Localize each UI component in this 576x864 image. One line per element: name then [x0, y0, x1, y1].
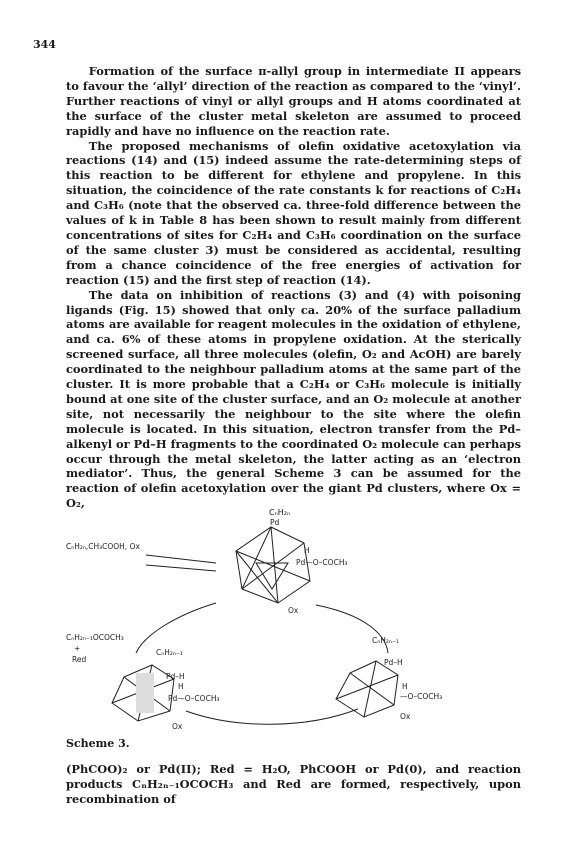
paragraph-3: The data on inhibition of reactions (3) and (4) with poisoning ligands (Fig. 15) showed that only ca. 20% of the surface palladium atoms are available for reagent molecules in the oxidation of ethylene, and ca. 6% of these atoms in propylene oxidation. At the sterically screened surface, all three molecules (olefin, O₂ and AcOH) are barely coordinated to the neighbour palladium atoms at the same part of the cluster. It is more probable that a C₂H₄ or C₃H₆ molecule is initially bound at one site of the cluster surface, and an O₂ molecule at another site, not necessarily the neighbour to the site where the olefin molecule is located. In this situation, electron transfer from the Pd–alkenyl or Pd–H fragments to the coordinated O₂ molecule can perhaps occur through the metal skeleton, the latter acting as an ‘electron mediator’. Thus, the general Scheme 3 can be assumed for the reaction of olefin acetoxylation over the giant Pd clusters, where Ox = O₂, [66, 287, 521, 511]
bl-pdh-label: Pd–H [166, 672, 185, 681]
bottom-right-cluster [336, 661, 398, 717]
top-olefin-label: CₙH₂ₙ [269, 508, 291, 517]
br-acetyl-label: —O–COCH₃ [400, 692, 443, 701]
reagents-label: CₙH₂ₙ,CH₃COOH, Ox [66, 542, 140, 551]
br-alkenyl-label: CₙH₂ₙ₋₁ [372, 636, 399, 645]
paragraph-1: Formation of the surface π-allyl group in intermediate II appears to favour the ‘allyl’ direction of the reaction as compared to the ‘vinyl’. Further reactions of vinyl or allyl groups and H atoms coordinated at the surface of the cluster metal skeleton are assumed to proceed rapidly and have no influence on the reaction rate. [66, 64, 521, 138]
plus-label: + [74, 644, 81, 653]
continuation-text [66, 762, 521, 807]
page-number: 344 [33, 38, 56, 51]
red-label: Red [72, 655, 87, 664]
br-h-label: H [402, 682, 408, 691]
bl-acetyl-label: Pd—O–COCH₃ [168, 694, 220, 703]
scheme-caption: Scheme 3. [66, 737, 130, 750]
bottom-left-cluster [112, 665, 174, 721]
scheme-svg [66, 505, 476, 730]
br-pdh-label: Pd–H [384, 658, 403, 667]
bl-h-label: H [178, 682, 184, 691]
product-label: CₙH₂ₙ₋₁OCOCH₃ [66, 633, 124, 642]
top-acetyl-label: Pd—O–COCH₃ [296, 558, 348, 567]
bl-alkenyl-label: CₙH₂ₙ₋₁ [156, 648, 183, 657]
paragraph-4: (PhCOO)₂ or Pd(II); Red = H₂O, PhCOOH or Pd(0), and reaction products CₙH₂ₙ₋₁OCOCH₃ and Red are formed, respectively, upon recombination of [66, 762, 521, 806]
top-pd-label: Pd [270, 518, 280, 527]
bl-ox-label: Ox [172, 722, 183, 730]
scheme-3-diagram [66, 505, 476, 730]
paragraph-2: The proposed mechanisms of olefin oxidative acetoxylation via reactions (14) and (15) indeed assume the rate-determining steps of this reaction to be different for ethylene and propylene. In this situation, the coincidence of the rate constants k for reactions of C₂H₄ and C₃H₆ (note that the observed ca. three-fold difference between the values of k in Table 8 has been shown to result mainly from different concentrations of sites for C₂H₄ and C₃H₆ coordination on the surface of the same cluster 3) must be considered as accidental, resulting from a chance coincidence of the free energies of activation for reaction (15) and the first step of reaction (14). [66, 138, 521, 287]
br-ox-label: Ox [400, 712, 411, 721]
main-text [66, 64, 521, 511]
top-ox-label: Ox [288, 606, 299, 615]
top-h-label: H [304, 546, 310, 555]
